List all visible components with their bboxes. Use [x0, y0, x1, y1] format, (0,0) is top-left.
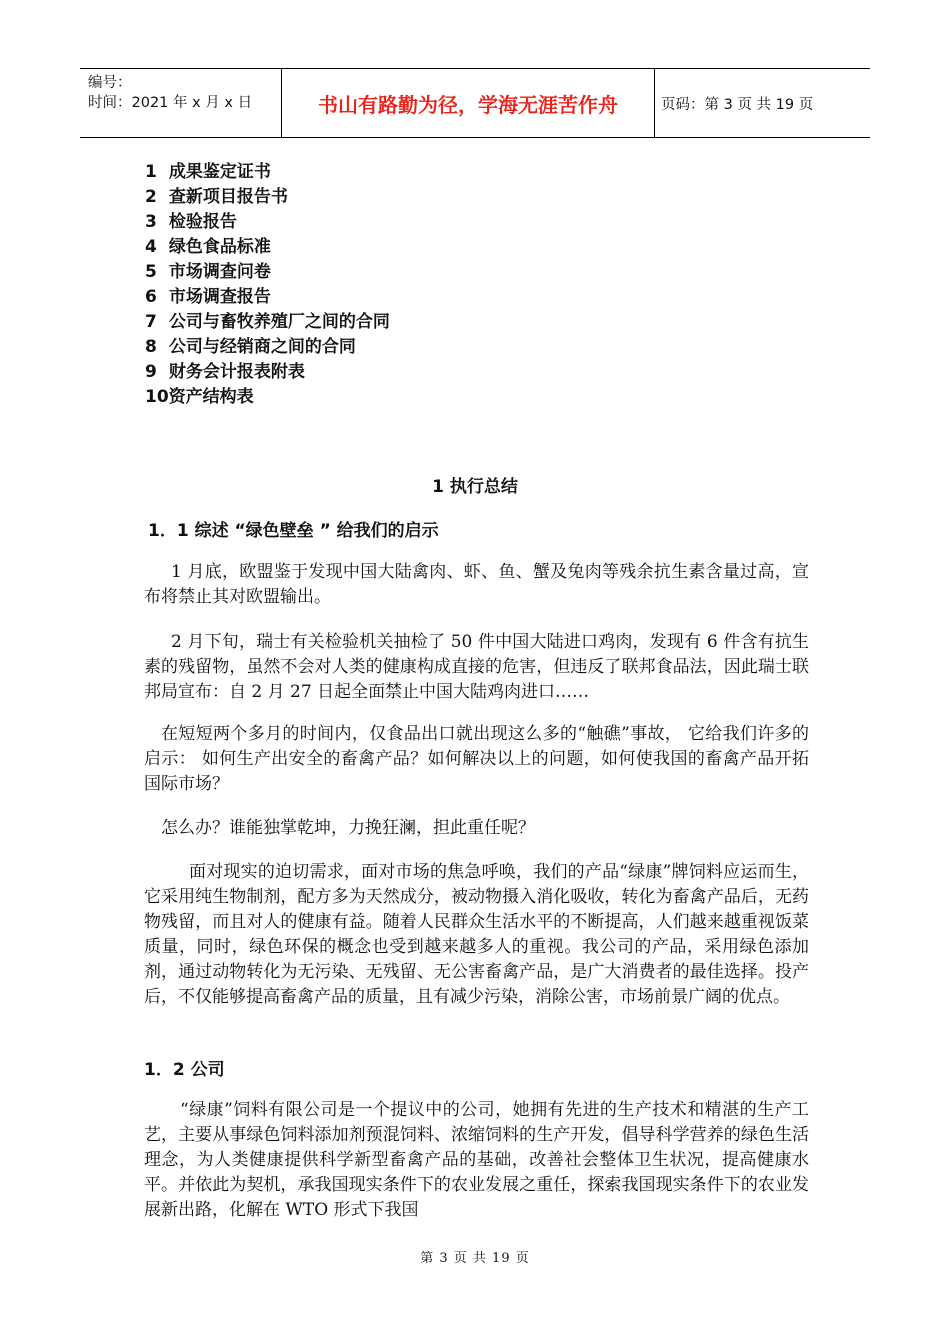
paragraph: 在短短两个多月的时间内，仅食品出口就出现这么多的“触礁”事故， 它给我们许多的启示： 如何生产出安全的畜禽产品？如何解决以上的问题，如何使我国的畜禽产品开拓国际市场？: [144, 724, 809, 794]
header-motto: 书山有路勤为径，学海无涯苦作舟: [282, 69, 655, 137]
attachment-list: [145, 160, 390, 410]
document-date-label: 时间：2021 年 x 月 x 日: [88, 95, 253, 111]
list-item: 9 财务会计报表附表: [145, 362, 305, 382]
page-header: [80, 68, 870, 138]
subsection-heading-company: 1．2 公司: [144, 1060, 225, 1080]
header-meta: [80, 69, 282, 137]
header-page-info: 页码：第 3 页 共 19 页: [661, 96, 814, 113]
list-item: 8 公司与经销商之间的合同: [145, 337, 356, 357]
list-item: 10资产结构表: [145, 387, 254, 407]
paragraph: 1 月底，欧盟鉴于发现中国大陆禽肉、虾、鱼、蟹及兔肉等残余抗生素含量过高，宣布将禁止其对欧盟输出。: [144, 562, 809, 607]
list-item: 5 市场调查问卷: [145, 262, 271, 282]
document-number-label: 编号：: [88, 75, 132, 91]
list-item: 4 绿色食品标准: [145, 237, 271, 257]
paragraph: “绿康”饲料有限公司是一个提议中的公司，她拥有先进的生产技术和精湛的生产工艺，主要从事绿色饲料添加剂预混饲料、浓缩饲料的生产开发，倡导科学营养的绿色生活理念，为人类健康提供科学新型畜禽产品的基础，改善社会整体卫生状况，提高健康水平。并依此为契机，承我国现实条件下的农业发展之重任，探索我国现实条件下的农业发展新出路，化解在 WTO 形式下我国: [144, 1100, 809, 1220]
list-item: 1 成果鉴定证书: [145, 162, 271, 182]
list-item: 7 公司与畜牧养殖厂之间的合同: [145, 312, 390, 332]
paragraph: 2 月下旬，瑞士有关检验机关抽检了 50 件中国大陆进口鸡肉，发现有 6 件含有抗生素的残留物，虽然不会对人类的健康构成直接的危害，但违反了联邦食品法，因此瑞士联邦局宣布：自 2 月 27 日起全面禁止中国大陆鸡肉进口……: [144, 632, 809, 702]
paragraph: 面对现实的迫切需求，面对市场的焦急呼唤，我们的产品“绿康”牌饲料应运而生，它采用纯生物制剂，配方多为天然成分，被动物摄入消化吸收，转化为畜禽产品后，无药物残留，而且对人的健康有益。随着人民群众生活水平的不断提高，人们越来越重视饭菜质量，同时，绿色环保的概念也受到越来越多人的重视。我公司的产品，采用绿色添加剂，通过动物转化为无污染、无残留、无公害畜禽产品，是广大消费者的最佳选择。投产后，不仅能够提高畜禽产品的质量，且有减少污染，消除公害，市场前景广阔的优点。: [144, 862, 809, 1007]
section-title: 1 执行总结: [432, 477, 518, 497]
subsection-heading-overview: 1．1 综述 “绿色壁垒 ” 给我们的启示: [148, 521, 439, 541]
list-item: 3 检验报告: [145, 212, 237, 232]
list-item: 6 市场调查报告: [145, 287, 271, 307]
list-item: 2 查新项目报告书: [145, 187, 288, 207]
page-footer: 第 3 页 共 19 页: [420, 1251, 530, 1266]
paragraph: 怎么办？谁能独掌乾坤，力挽狂澜，担此重任呢？: [161, 818, 535, 838]
